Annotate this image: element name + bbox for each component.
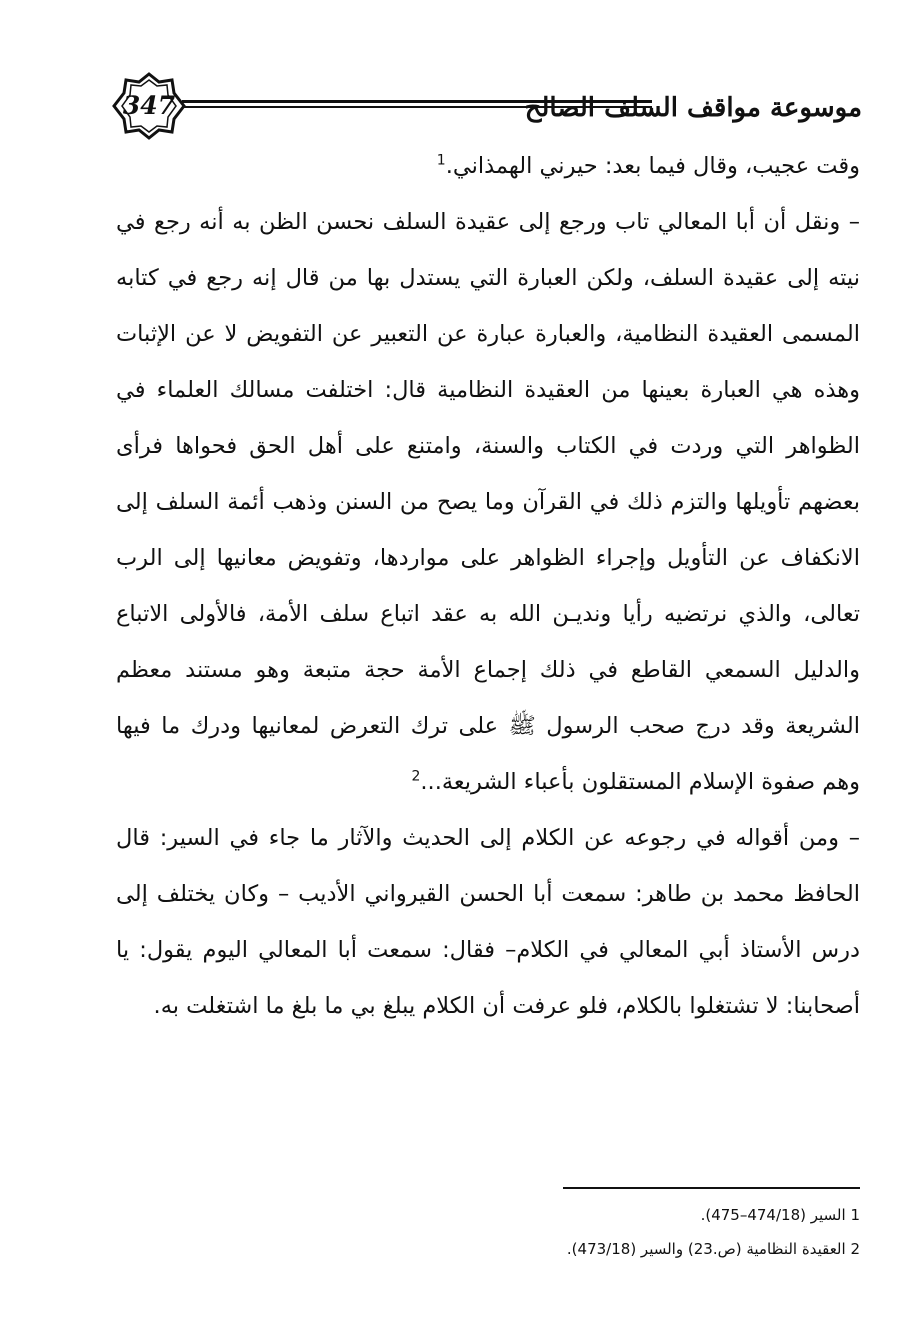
paragraph-text: – ومن أقواله في رجوعه عن الكلام إلى الحديث والآثار ما جاء في السير: قال الحافظ محمد بن طاهر: سمعت أبا الحسن القيرواني الأديب – وكان يختلف إلى درس الأستاذ أبي المعالي في الكلام– فقال: سمعت أبا المعالي اليوم يقول: يا أصحابنا: لا تشتغلوا بالكلام، فلو عرفت أن الكلام يبلغ بي ما بلغ ما اشتغلت به. (116, 825, 860, 1019)
footnote-item (400, 1198, 860, 1232)
paragraph (116, 810, 860, 1034)
running-title: موسوعة مواقف السلف الصالح (524, 93, 862, 123)
body-text (116, 138, 860, 1034)
paragraph-text: – ونقل أن أبا المعالي تاب ورجع إلى عقيدة السلف نحسن الظن به أنه رجع في نيته إلى عقيدة السلف، ولكن العبارة التي يستدل بها من قال إنه رجع في كتابه المسمى العقيدة النظامية، والعبارة عبارة عن التعبير عن التفويض لا عن الإثبات وهذه هي العبارة بعينها من العقيدة النظامية قال: اختلفت مسالك العلماء في الظواهر التي وردت في الكتاب والسنة، وامتنع على أهل الحق فحواها فرأى بعضهم تأويلها والتزم ذلك في القرآن وما يصح من السنن وذهب أئمة السلف إلى الانكفاف عن التأويل وإجراء الظواهر على مواردها، وتفويض معانيها إلى الرب تعالى، والذي نرتضيه رأيا ونديـن الله به عقد اتباع سلف الأمة، فالأولى الاتباع والدليل السمعي القاطع في ذلك إجماع الأمة حجة متبعة وهو مستند معظم الشريعة وقد درج صحب الرسول ﷺ على ترك التعرض لمعانيها ودرك ما فيها وهم صفوة الإسلام المستقلون بأعباء الشريعة... (116, 209, 860, 795)
page-header (112, 72, 862, 140)
paragraph (116, 138, 860, 194)
paragraph-text: وقت عجيب، وقال فيما بعد: حيرني الهمذاني. (445, 153, 860, 179)
paragraph (116, 194, 860, 810)
footnote-ref[interactable]: 1 (436, 152, 446, 169)
footnote-item (400, 1232, 860, 1266)
footnote-ref[interactable]: 2 (411, 768, 421, 785)
footnotes (400, 1198, 860, 1266)
footnote-number: 2 (850, 1240, 860, 1258)
footnote-text: السير (474/18–475). (700, 1206, 846, 1224)
footnote-text: العقيدة النظامية (ص.23) والسير (473/18). (566, 1240, 846, 1258)
footnote-separator (563, 1187, 860, 1189)
page-number-badge (112, 72, 186, 140)
footnote-number: 1 (850, 1206, 860, 1224)
page-number: 347 (122, 91, 176, 120)
